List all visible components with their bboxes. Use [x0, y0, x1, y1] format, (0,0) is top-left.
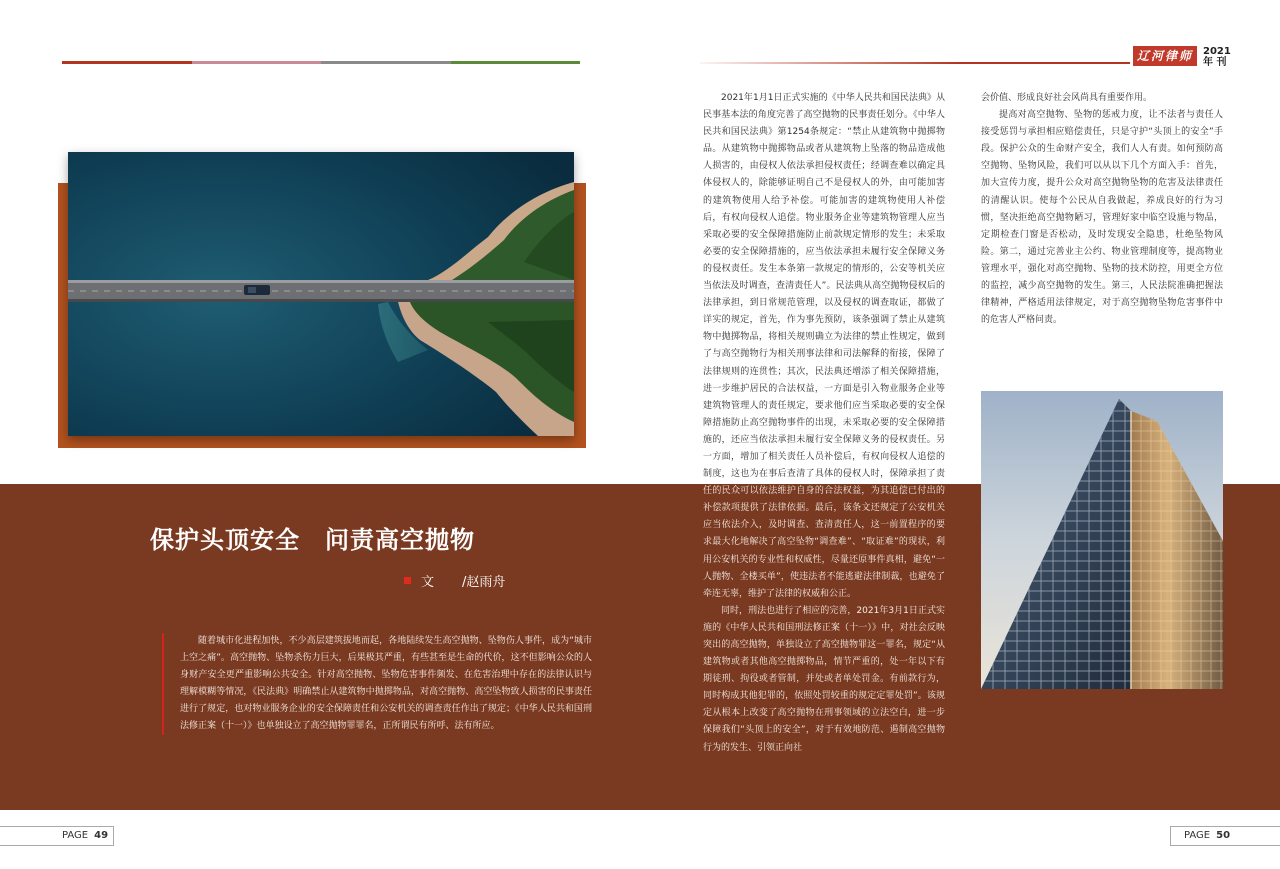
page-word: PAGE	[62, 830, 89, 841]
column-right	[981, 90, 1223, 329]
skyscraper-photo	[981, 391, 1223, 689]
issue-label	[1203, 46, 1231, 68]
magazine-logo: 辽河律师	[1133, 46, 1197, 66]
page-number-right	[1170, 826, 1280, 846]
skyscraper-image	[981, 391, 1223, 689]
article-byline	[404, 571, 505, 590]
issue-year: 2021	[1203, 46, 1231, 57]
page-word: PAGE	[1184, 830, 1211, 841]
article-intro: 随着城市化进程加快，不少高层建筑拔地而起，各地陆续发生高空抛物、坠物伤人事件，成为“城市上空之痛”。高空抛物、坠物杀伤力巨大，后果极其严重，有些甚至是生命的代价，这不但影响公众的人身财产安全更严重影响公共安全。针对高空抛物、坠物危害事件频发、在危害治理中存在的法律认识与理解模糊等情况，《民法典》明确禁止从建筑物中抛掷物品，对高空抛物、高空坠物致人损害的民事责任进行了规定，也对物业服务企业的安全保障责任和公安机关的调查责任作出了规定；《中华人民共和国刑法修正案（十一）》也单独设立了高空抛物罪罪名，正所谓民有所呼、法有所应。	[162, 633, 592, 735]
column-middle-on-band	[703, 484, 945, 810]
issue-type: 年 刊	[1203, 57, 1227, 68]
column-middle-paragraph-copy: 任的民众可以依法维护自身的合法权益，为其追偿已付出的补偿款项提供了法律依据。最后，该条文还规定了公安机关应当依法介入，及时调查、查清责任人，这一前置程序的要求最大化地解决了高空坠物“调查难”、“取证难”的现状，利用公安机关的专业性和权威性，尽量还原事件真相，避免“一人抛物、全楼买单”，使违法者不能逃避法律制裁，也避免了牵连无辜，维护了法律的权威和公正。	[703, 486, 945, 599]
page-number-value: 50	[1216, 830, 1231, 841]
byline-author: /赵雨舟	[462, 575, 506, 590]
page-number-value: 49	[94, 830, 109, 841]
column-right-paragraph: 提高对高空抛物、坠物的惩戒力度，让不法者与责任人接受惩罚与承担相应赔偿责任，只是守护“头顶上的安全”手段。保护公众的生命财产安全，我们人人有责。如何预防高空抛物、坠物风险，我们可以从以下几个方面入手：首先，加大宣传力度，提升公众对高空抛物坠物的危害及法律责任的清醒认识。使每个公民从自我做起，养成良好的行为习惯，坚决拒绝高空抛物陋习，管理好家中临空设施与物品，定期检查门窗是否松动，及时发现安全隐患，杜绝坠物风险。第二，通过完善业主公约、物业管理制度等，提高物业管理水平，强化对高空抛物、坠物的技术防控，用更全方位的监控，减少高空抛物的发生。第三，人民法院准确把握法律精神，严格适用法律规定，对于高空抛物坠物危害事件中的危害人严格问责。	[981, 110, 1223, 326]
top-rule-right	[700, 62, 1130, 64]
column-right-paragraph: 会价值、形成良好社会风尚具有重要作用。	[981, 93, 1153, 103]
byline-marker-icon	[404, 577, 411, 584]
column-middle-paragraph-copy: 同时，刑法也进行了相应的完善，2021年3月1日正式实施的《中华人民共和国刑法修正案（十一）》中，对社会反映突出的高空抛物，单独设立了高空抛物罪这一罪名，规定“从建筑物或者其他高空抛掷物品，情节严重的，处一年以下有期徒刑、拘役或者管制，并处或者单处罚金。有前款行为，同时构成其他犯罪的，依照处罚较重的规定定罪处罚”。该规定从根本上改变了高空抛物在刑事领域的立法空白，进一步保障我们“头顶上的安全”，对于有效地防范、遏制高空抛物行为的发生、引领正向社	[703, 605, 945, 753]
article-title: 保护头顶安全 问责高空抛物	[150, 526, 475, 554]
byline-prefix: 文	[421, 575, 435, 590]
page-number-left	[0, 826, 114, 846]
column-middle	[703, 90, 945, 484]
column-middle-paragraph: 2021年1月1日正式实施的《中华人民共和国民法典》从民事基本法的角度完善了高空抛物的民事责任划分。《中华人民共和国民法典》第1254条规定：“禁止从建筑物中抛掷物品。从建筑物中抛掷物品或者从建筑物上坠落的物品造成他人损害的，由侵权人依法承担侵权责任；经调查难以确定具体侵权人的，除能够证明自己不是侵权人的外，由可能加害的建筑物使用人给予补偿。可能加害的建筑物使用人补偿后，有权向侵权人追偿。物业服务企业等建筑物管理人应当采取必要的安全保障措施防止前款规定情形的发生；未采取必要的安全保障措施的，应当依法承担未履行安全保障义务的侵权责任。发生本条第一款规定的情形的，公安等机关应当依法及时调查，查清责任人”。民法典从高空抛物侵权后的法律承担，到日常规范管理，以及侵权的调查取证，都做了详实的规定，首先，作为事先预防，该条强调了禁止从建筑物中抛掷物品，将相关规则确立为法律的禁止性规定，做到了与高空抛物行为相关刑事法律和司法解释的衔接，保障了法律规则的连贯性；其次，民法典还增添了相关保障措施，进一步维护居民的合法权益，一方面是引入物业服务企业等建筑物管理人的责任规定，要求他们应当采取必要的安全保障措施防止高空抛物事件的出现，未采取必要的安全保障措施的，还应当依法承担未履行安全保障义务的侵权责任。另一方面，增加了相关责任人员补偿后，有权向侵权人追偿的制度，这也为在事后查清了具体的侵权人时，保障承担了责	[703, 93, 945, 480]
bridge-aerial-image	[68, 152, 574, 436]
top-color-bar	[62, 61, 580, 64]
bridge-photo	[68, 152, 574, 436]
